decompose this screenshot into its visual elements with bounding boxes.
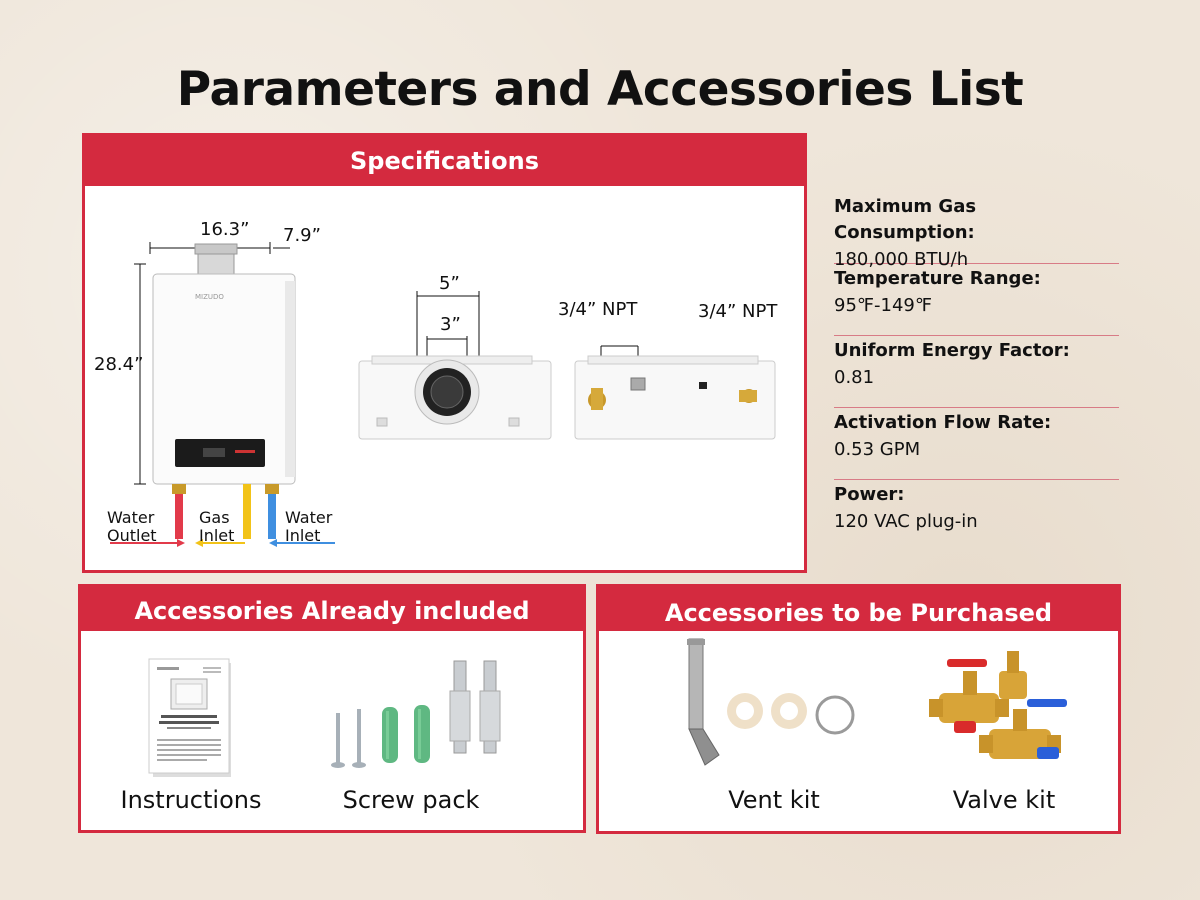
spec-item	[834, 264, 1119, 336]
spec-item	[834, 480, 1119, 552]
spec-label: Maximum Gas Consumption:	[834, 196, 977, 243]
spec-item	[834, 408, 1119, 480]
vent-outer-dimension: 5”	[439, 273, 460, 294]
spec-value: 95℉-149℉	[834, 295, 933, 316]
depth-dimension: 7.9”	[283, 225, 321, 246]
spec-item	[834, 192, 1119, 270]
spec-value: 0.81	[834, 367, 875, 388]
width-dimension: 16.3”	[200, 219, 250, 240]
svg-text:MIZUDO: MIZUDO	[195, 293, 224, 301]
spec-value: 0.53 GPM	[834, 439, 921, 460]
valve-icon	[909, 637, 1089, 777]
valve-kit-label: Valve kit	[952, 786, 1056, 814]
heater-bottom-diagram	[573, 326, 778, 446]
included-accessories-panel	[78, 584, 586, 833]
water-outlet-label: Water Outlet	[107, 508, 157, 545]
spec-list	[834, 192, 1119, 552]
connection-left-dimension: 3/4” NPT	[558, 299, 638, 320]
included-accessories-header: Accessories Already included	[81, 587, 583, 631]
vent-kit-label: Vent kit	[728, 786, 820, 814]
specifications-header: Specifications	[85, 136, 804, 186]
vent-inner-dimension: 3”	[440, 314, 461, 335]
connection-right-dimension: 3/4” NPT	[698, 301, 778, 322]
spec-item	[834, 336, 1119, 408]
screw-pack-label: Screw pack	[342, 786, 480, 814]
purchase-accessories-panel	[596, 584, 1121, 834]
height-dimension: 28.4”	[94, 354, 144, 375]
page-title: Parameters and Accessories List	[176, 62, 1024, 117]
spec-label: Temperature Range:	[834, 268, 1041, 289]
instructions-label: Instructions	[120, 786, 262, 814]
specifications-panel	[82, 133, 807, 573]
purchase-accessories-header: Accessories to be Purchased	[599, 587, 1118, 631]
water-inlet-label: Water Inlet	[285, 508, 333, 545]
gas-inlet-label: Gas Inlet	[199, 508, 235, 545]
spec-label: Activation Flow Rate:	[834, 412, 1052, 433]
spec-label: Power:	[834, 484, 905, 505]
spec-value: 180,000 BTU/h	[834, 249, 969, 270]
heater-top-diagram	[357, 276, 557, 446]
manual-booklet-icon	[141, 657, 236, 782]
screw-anchor-pack-icon	[326, 655, 516, 785]
vent-pipe-icon	[679, 635, 869, 775]
spec-value: 120 VAC plug-in	[834, 511, 978, 532]
spec-label: Uniform Energy Factor:	[834, 340, 1070, 361]
